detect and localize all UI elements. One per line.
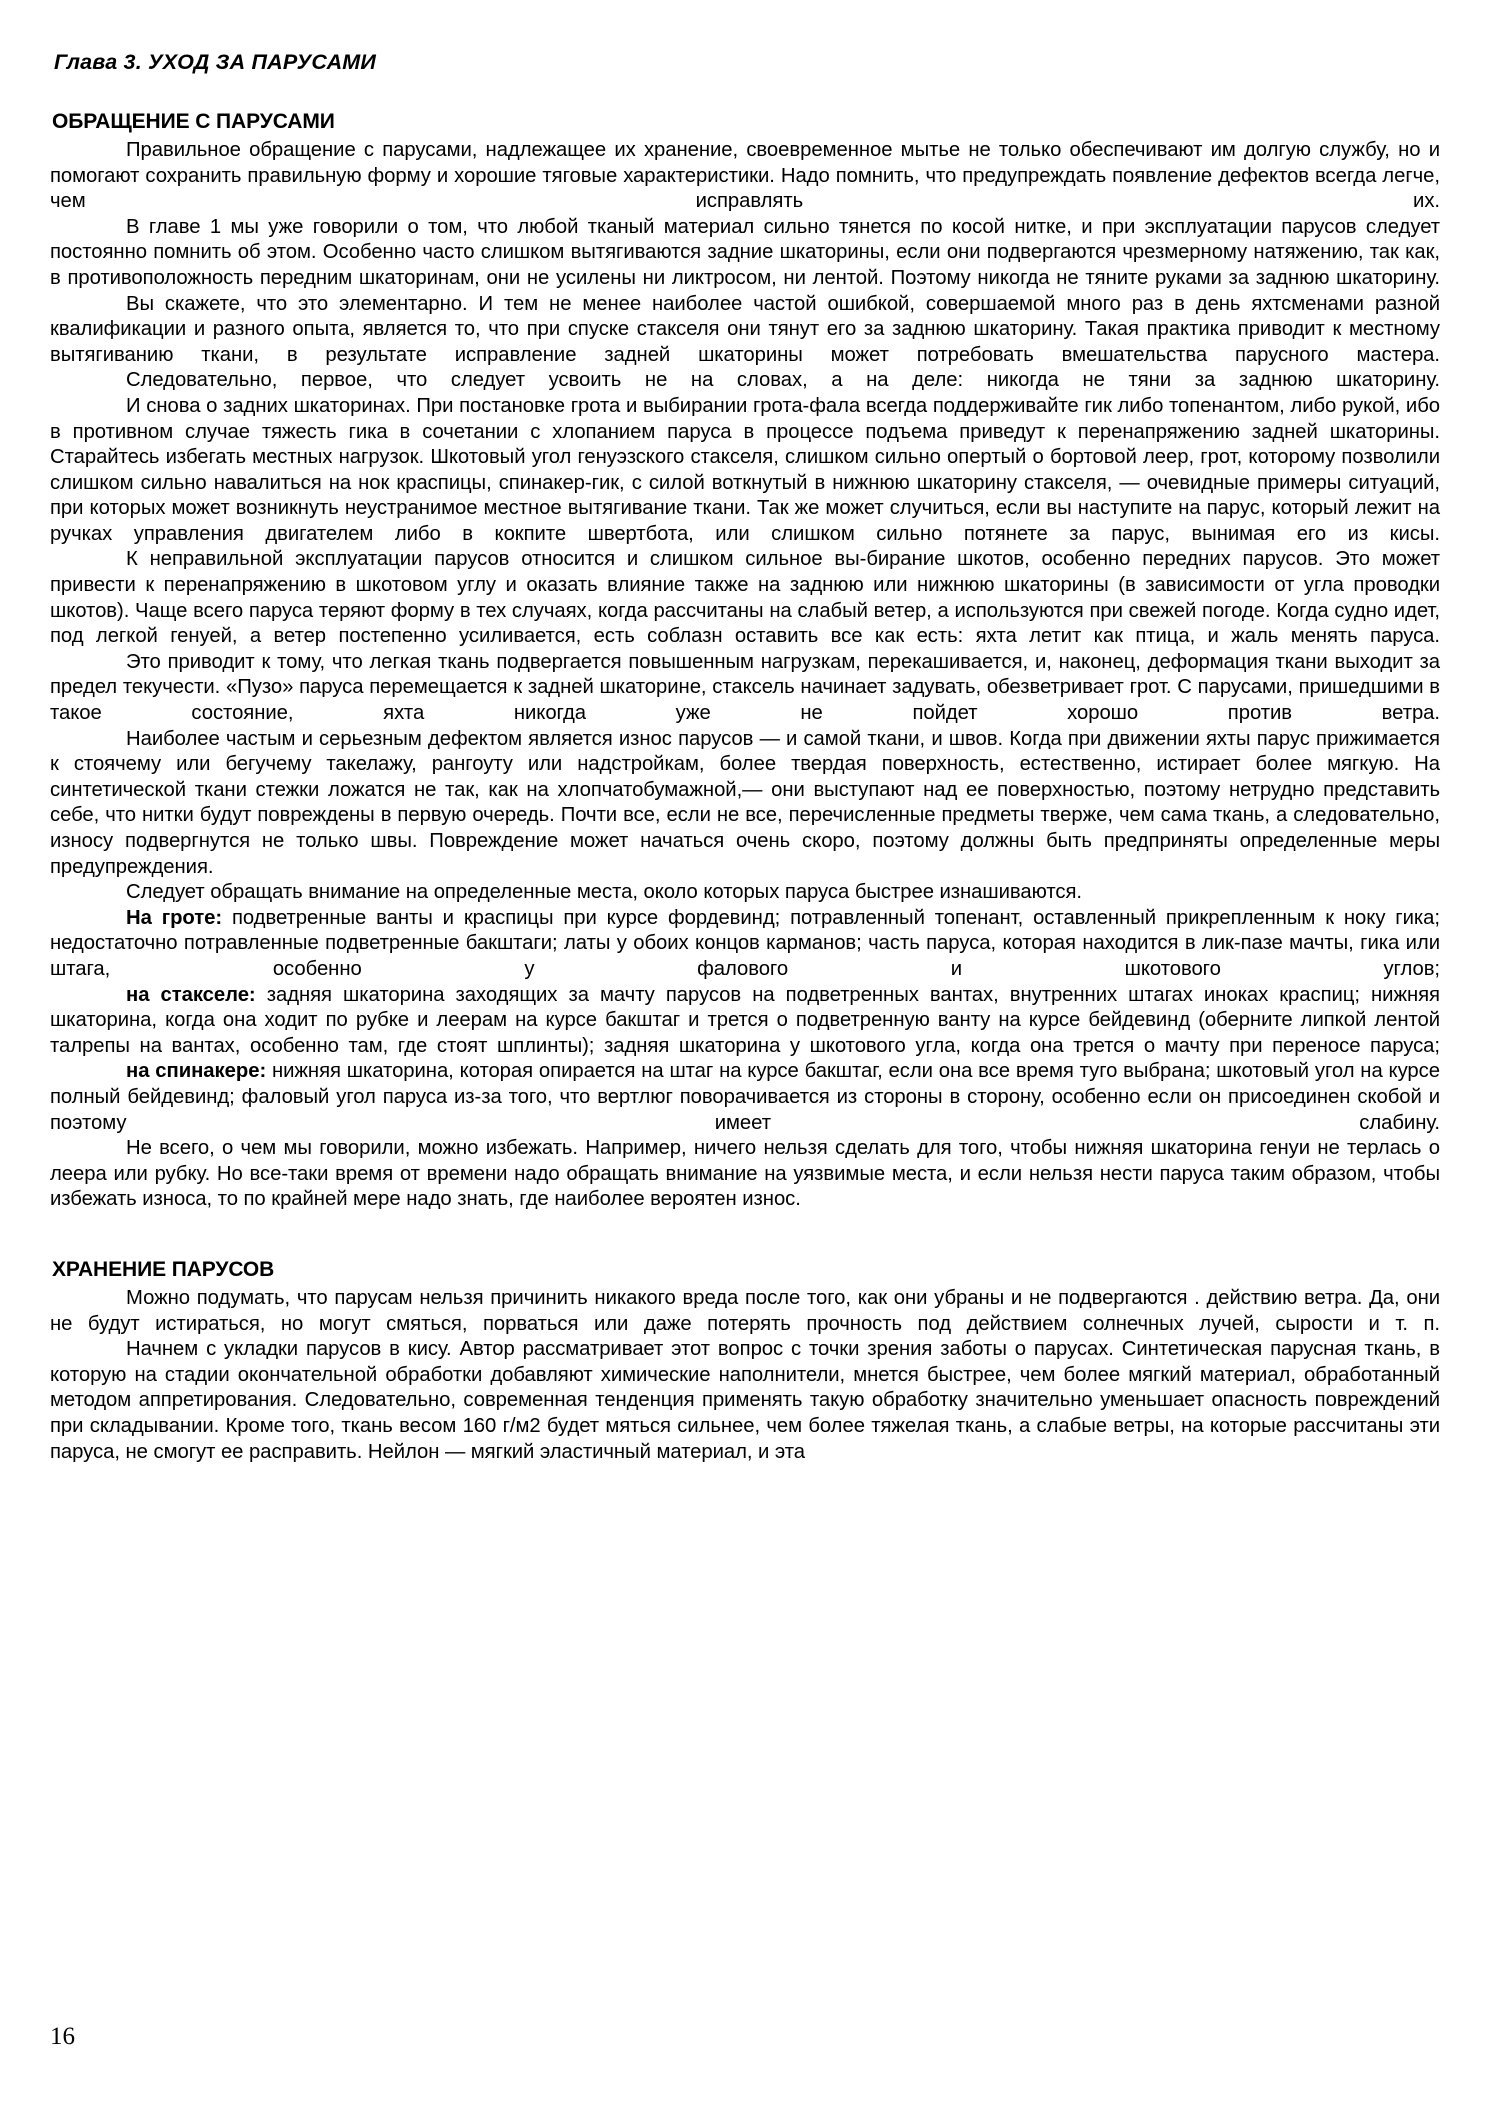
section-heading-handling: ОБРАЩЕНИЕ С ПАРУСАМИ [52, 109, 335, 133]
paragraph: И снова о задних шкаторинах. При постановке грота и выбирании грота-фала всегда поддерживайте гик либо топенантом, либо рукой, ибо в противном случае тяжесть гика в сочетании с хлопанием паруса в процессе подъема приведут к перенапряжению задней шкаторины. Старайтесь избегать местных нагрузок. Шкотовый угол генуэзского стакселя, слишком сильно опертый о бортовой леер, грот, которому позволили слишком сильно навалиться на нок краспицы, спинакер-гик, с силой воткнутый в нижнюю шкаторину стакселя, — очевидные примеры ситуаций, при которых может возникнуть неустранимое местное вытягивание ткани. Так же может случиться, если вы наступите на парус, который лежит на ручках управления двигателем либо в кокпите швертбота, или слишком сильно потянете за парус, вынимая его из кисы. [50, 394, 1440, 545]
section-body-storage [50, 1286, 1440, 1465]
paragraph: В главе 1 мы уже говорили о том, что любой тканый материал сильно тянется по косой нитке, и при эксплуатации парусов следует постоянно помнить об этом. Особенно часто слишком вытягиваются задние шкаторины, если они подвергаются чрезмерному натяжению, так как, в противоположность передним шкаторинам, они не усилены ни ликтросом, ни лентой. Поэтому никогда не тяните руками за заднюю шкаторину. [50, 215, 1440, 289]
paragraph: Это приводит к тому, что легкая ткань подвергается повышенным нагрузкам, перекашивается, и, наконец, деформация ткани выходит за предел текучести. «Пузо» паруса перемещается к задней шкаторине, стаксель начинает задувать, обезветривает грот. С парусами, пришедшими в такое состояние, яхта никогда уже не пойдет хорошо против ветра. [50, 650, 1440, 725]
label-spinnaker: на спинакере: [126, 1060, 267, 1083]
labeled-text-mainsail: подветренные ванты и краспицы при курсе фордевинд; потравленный топенант, оставленный прикрепленным к ноку гика; недостаточно потравленные подветренные бакштаги; латы у обоих концов карманов; часть паруса, которая находится в лик-пазе мачты, гика или штага, особенно у фалового и шкотового углов; [50, 906, 1440, 980]
paragraph: Не всего, о чем мы говорили, можно избежать. Например, ничего нельзя сделать для того, чтобы нижняя шкаторина генуи не терлась о леера или рубку. Но все-таки время от времени надо обращать внимание на уязвимые места, и если нельзя нести паруса таким образом, чтобы избежать износа, то по крайней мере надо знать, где наиболее вероятен износ. [50, 1137, 1440, 1211]
labeled-text-jib: задняя шкаторина заходящих за мачту парусов на подветренных вантах, внутренних штагах иноках краспиц; нижняя шкаторина, когда она ходит по рубке и леерам на курсе бакштаг и трется о подветренную ванту на курсе бейдевинд (оберните липкой лентой талрепы на вантах, особенно там, где стоят шплинты); задняя шкаторина у шкотового угла, когда она трется о мачту при переносе паруса; [50, 983, 1440, 1057]
paragraph: Правильное обращение с парусами, надлежащее их хранение, своевременное мытье не только обеспечивают им долгую службу, но и помогают сохранить правильную форму и хорошие тяговые характеристики. Надо помнить, что предупреждать появление дефектов всегда легче, чем исправлять их. [50, 138, 1440, 213]
paragraph: Начнем с укладки парусов в кису. Автор рассматривает этот вопрос с точки зрения заботы о парусах. Синтетическая парусная ткань, в которую на стадии окончательной обработки добавляют химические наполнители, мнется быстрее, чем более мягкий материал, обработанный методом аппретирования. Следовательно, современная тенденция применять такую обработку значительно уменьшает опасность повреждений при складывании. Кроме того, ткань весом 160 г/м2 будет мяться сильнее, чем более тяжелая ткань, а слабые ветры, на которые рассчитаны эти паруса, не смогут ее расправить. Нейлон — мягкий эластичный материал, и эта [50, 1338, 1440, 1463]
labeled-text-spinnaker: нижняя шкаторина, которая опирается на штаг на курсе бакштаг, если она все время туго выбрана; шкотовый угол на курсе полный бейдевинд; фаловый угол паруса из-за того, что вертлюг поворачивается из стороны в сторону, особенно если он присоединен скобой и поэтому имеет слабину. [50, 1060, 1440, 1134]
label-mainsail: На гроте: [126, 906, 223, 929]
page-number: 16 [50, 2023, 75, 2050]
section-heading-storage: ХРАНЕНИЕ ПАРУСОВ [52, 1257, 275, 1281]
label-jib: на стакселе: [126, 983, 256, 1006]
labeled-paragraph-spinnaker [50, 1059, 1440, 1136]
paragraph: Вы скажете, что это элементарно. И тем не менее наиболее частой ошибкой, совершаемой много раз в день яхтсменами разной квалификации и разного опыта, является то, что при спуске стакселя они тянут его за заднюю шкаторину. Такая практика приводит к местному вытягиванию ткани, в результате исправление задней шкаторины может потребовать вмешательства парусного мастера. [50, 292, 1440, 366]
paragraph: Можно подумать, что парусам нельзя причинить никакого вреда после того, как они убраны и не подвергаются . действию ветра. Да, они не будут истираться, но могут смяться, порваться или даже потерять прочность под действием солнечных лучей, сырости и т. п. [50, 1287, 1440, 1335]
section-body-handling [50, 138, 1440, 1213]
paragraph: Следовательно, первое, что следует усвоить не на словах, а на деле: никогда не тяни за заднюю шкаторину. [126, 369, 1440, 392]
paragraph: Наиболее частым и серьезным дефектом является износ парусов — и самой ткани, и швов. Когда при движении яхты парус прижимается к стоячему или бегучему такелажу, рангоуту или надстройкам, более твердая поверхность, естественно, истирает более мягкую. На синтетической ткани стежки ложатся не так, как на хлопчатобумажной,— они выступают над ее поверхностью, поэтому нетрудно представить себе, что нитки будут повреждены в первую очередь. Почти все, если не все, перечисленные предметы тверже, чем сама ткань, а следовательно, износу подвергнутся не только швы. Повреждение может начаться очень скоро, поэтому должны быть предприняты определенные меры предупреждения. [50, 727, 1440, 878]
labeled-paragraph-jib [50, 983, 1440, 1060]
labeled-paragraph-mainsail [50, 906, 1440, 983]
paragraph: К неправильной эксплуатации парусов относится и слишком сильное вы-бирание шкотов, особенно передних парусов. Это может привести к перенапряжению в шкотовом углу и оказать влияние также на заднюю или нижнюю шкаторины (в зависимости от угла проводки шкотов). Чаще всего паруса теряют форму в тех случаях, когда рассчитаны на слабый ветер, а используются при свежей погоде. Когда судно идет, под легкой генуей, а ветер постепенно усиливается, есть соблазн оставить все как есть: яхта летит как птица, и жаль менять паруса. [50, 548, 1440, 648]
paragraph: Следует обращать внимание на определенные места, около которых паруса быстрее изнашиваются. [126, 881, 1082, 904]
chapter-title: Глава 3. УХОД ЗА ПАРУСАМИ [54, 50, 377, 74]
